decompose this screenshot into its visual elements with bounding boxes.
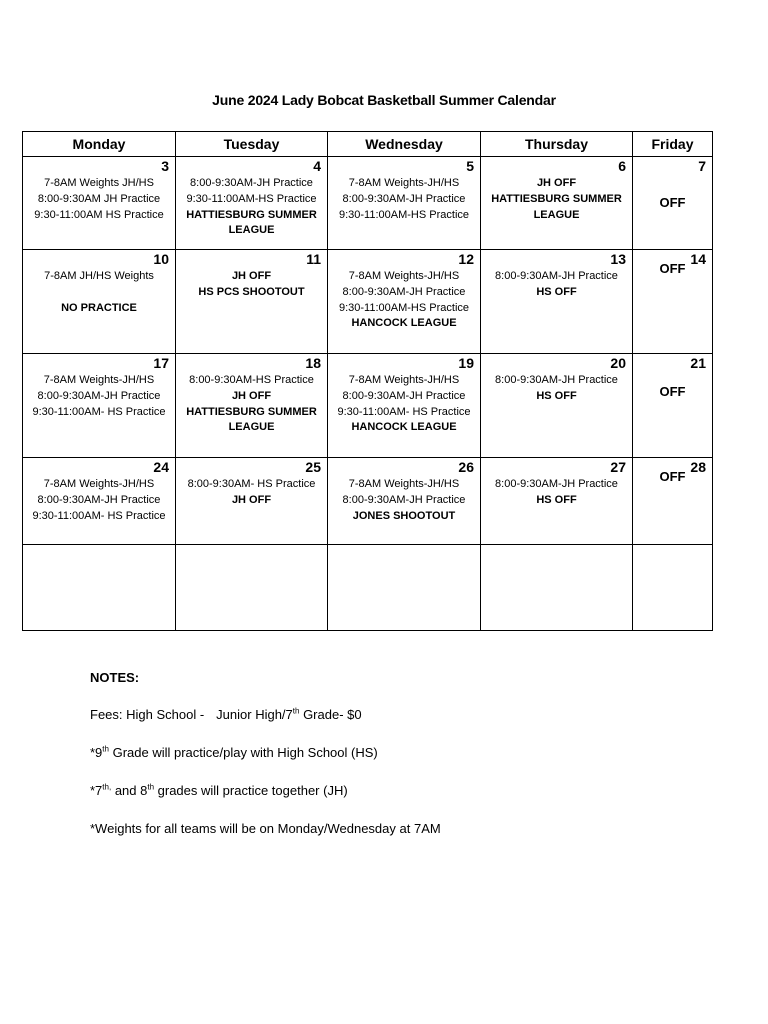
schedule-line: 7-8AM Weights-JH/HS bbox=[43, 478, 155, 490]
day-number: 11 bbox=[306, 251, 321, 267]
day-cell-content bbox=[481, 250, 632, 301]
schedule-line: HS PCS SHOOTOUT bbox=[198, 285, 305, 298]
empty-day-cell bbox=[328, 545, 481, 631]
day-number: 13 bbox=[610, 251, 626, 267]
schedule-line: 8:00-9:30AM-JH Practice bbox=[342, 389, 466, 402]
day-cell-wednesday bbox=[328, 458, 481, 545]
day-cell-content bbox=[328, 250, 480, 332]
fees-jh-sup: th bbox=[292, 706, 300, 716]
schedule-line: HATTIESBURG SUMMER bbox=[186, 208, 317, 221]
day-cell-thursday bbox=[481, 157, 633, 250]
schedule-line: 7-8AM JH/HS Weights bbox=[44, 270, 154, 282]
note9-b: Grade will practice/play with High School (HS) bbox=[108, 745, 378, 760]
schedule-line: LEAGUE bbox=[533, 208, 580, 221]
day-cell-friday bbox=[633, 250, 713, 354]
off-label: OFF bbox=[659, 195, 686, 210]
schedule-line: JONES SHOOTOUT bbox=[352, 509, 456, 522]
note-fees bbox=[90, 707, 441, 724]
off-label: OFF bbox=[659, 384, 686, 399]
week-row bbox=[23, 458, 713, 545]
schedule-line: 7-8AM Weights-JH/HS bbox=[348, 374, 460, 386]
note-9th-grade bbox=[90, 745, 441, 762]
off-label: OFF bbox=[659, 469, 686, 484]
header-wednesday: Wednesday bbox=[328, 132, 481, 157]
calendar-table bbox=[22, 131, 713, 631]
day-cell-friday bbox=[633, 458, 713, 545]
day-cell-tuesday bbox=[176, 250, 328, 354]
day-number: 6 bbox=[618, 158, 626, 174]
schedule-line: 7-8AM Weights JH/HS bbox=[44, 177, 154, 189]
schedule-line: 8:00-9:30AM JH Practice bbox=[37, 192, 161, 205]
day-number: 28 bbox=[690, 459, 706, 475]
schedule-line: 8:00-9:30AM-JH Practice bbox=[37, 493, 161, 506]
day-number: 19 bbox=[458, 355, 474, 371]
empty-day-cell bbox=[633, 545, 713, 631]
schedule-line: 9:30-11:00AM-HS Practice bbox=[186, 192, 317, 205]
day-cell-content bbox=[481, 157, 632, 223]
day-number: 5 bbox=[466, 158, 474, 174]
schedule-line: JH OFF bbox=[231, 389, 272, 402]
header-monday: Monday bbox=[23, 132, 176, 157]
fees-prefix: Fees: High School - bbox=[90, 707, 205, 722]
schedule-line: LEAGUE bbox=[228, 224, 275, 237]
schedule-line: 8:00-9:30AM-JH Practice bbox=[495, 374, 618, 386]
day-cell-content bbox=[633, 354, 712, 400]
day-cell-wednesday bbox=[328, 354, 481, 458]
day-cell-content bbox=[23, 157, 175, 223]
day-cell-thursday bbox=[481, 458, 633, 545]
day-cell-content bbox=[481, 354, 632, 405]
schedule-line: LEAGUE bbox=[228, 421, 275, 434]
day-cell-monday bbox=[23, 354, 176, 458]
day-cell-tuesday bbox=[176, 354, 328, 458]
empty-day-cell bbox=[23, 545, 176, 631]
day-cell-wednesday bbox=[328, 250, 481, 354]
fees-suffix: Grade- $0 bbox=[299, 707, 362, 722]
header-friday: Friday bbox=[633, 132, 713, 157]
day-cell-content bbox=[23, 354, 175, 420]
schedule-line: 7-8AM Weights-JH/HS bbox=[348, 478, 460, 490]
day-number: 27 bbox=[610, 459, 626, 475]
schedule-line: 8:00-9:30AM- HS Practice bbox=[187, 478, 316, 490]
schedule-line: HATTIESBURG SUMMER bbox=[491, 192, 622, 205]
day-cell-content bbox=[328, 157, 480, 223]
schedule-line: 7-8AM Weights-JH/HS bbox=[348, 270, 460, 282]
day-number: 7 bbox=[698, 158, 706, 174]
schedule-line: 8:00-9:30AM-JH Practice bbox=[342, 285, 466, 298]
day-cell-tuesday bbox=[176, 157, 328, 250]
day-cell-content bbox=[633, 458, 712, 485]
schedule-line: JH OFF bbox=[231, 270, 272, 282]
day-number: 25 bbox=[305, 459, 321, 475]
day-cell-content bbox=[176, 458, 327, 509]
week-row bbox=[23, 354, 713, 458]
day-number: 14 bbox=[690, 251, 706, 267]
day-cell-content bbox=[23, 458, 175, 524]
day-number: 24 bbox=[153, 459, 169, 475]
day-cell-content bbox=[481, 458, 632, 509]
off-label: OFF bbox=[659, 261, 686, 276]
note-weights: *Weights for all teams will be on Monday/Wednesday at 7AM bbox=[90, 821, 441, 836]
day-cell-content bbox=[23, 250, 175, 316]
schedule-line: 7-8AM Weights-JH/HS bbox=[43, 374, 155, 386]
schedule-line: 8:00-9:30AM-JH Practice bbox=[342, 493, 466, 506]
day-cell-friday bbox=[633, 157, 713, 250]
schedule-line bbox=[23, 285, 175, 301]
day-number: 3 bbox=[161, 158, 169, 174]
schedule-line: 8:00-9:30AM-JH Practice bbox=[495, 478, 618, 490]
schedule-line: 9:30-11:00AM- HS Practice bbox=[32, 405, 166, 418]
note78-b: and 8 bbox=[111, 783, 148, 798]
day-cell-content bbox=[176, 157, 327, 239]
header-thursday: Thursday bbox=[481, 132, 633, 157]
header-tuesday: Tuesday bbox=[176, 132, 328, 157]
schedule-line: 9:30-11:00AM HS Practice bbox=[34, 208, 164, 221]
schedule-line: 9:30-11:00AM-HS Practice bbox=[338, 208, 470, 221]
day-cell-content bbox=[176, 250, 327, 301]
day-number: 21 bbox=[690, 355, 706, 371]
note-7th-8th-grade bbox=[90, 783, 441, 800]
day-number: 12 bbox=[458, 251, 474, 267]
day-number: 10 bbox=[153, 251, 169, 267]
note78-sup2: th bbox=[147, 782, 155, 792]
day-cell-monday bbox=[23, 458, 176, 545]
schedule-line: 8:00-9:30AM-HS Practice bbox=[189, 374, 314, 386]
day-number: 17 bbox=[153, 355, 169, 371]
note9-a: *9 bbox=[90, 745, 103, 760]
schedule-line: HATTIESBURG SUMMER bbox=[186, 405, 317, 418]
day-cell-thursday bbox=[481, 354, 633, 458]
note78-c: grades will practice together (JH) bbox=[154, 783, 348, 798]
schedule-line: NO PRACTICE bbox=[61, 301, 137, 314]
day-cell-content bbox=[328, 354, 480, 436]
schedule-line: 9:30-11:00AM- HS Practice bbox=[32, 509, 166, 522]
day-cell-tuesday bbox=[176, 458, 328, 545]
day-cell-content bbox=[176, 354, 327, 436]
day-cell-wednesday bbox=[328, 157, 481, 250]
day-cell-monday bbox=[23, 250, 176, 354]
day-cell-monday bbox=[23, 157, 176, 250]
day-number: 26 bbox=[458, 459, 474, 475]
schedule-line: HS OFF bbox=[536, 285, 577, 298]
empty-day-cell bbox=[481, 545, 633, 631]
day-cell-content bbox=[328, 458, 480, 524]
day-number: 4 bbox=[313, 158, 321, 174]
page-title: June 2024 Lady Bobcat Basketball Summer Calendar bbox=[212, 92, 556, 108]
notes-section bbox=[90, 670, 441, 859]
schedule-line: 8:00-9:30AM-JH Practice bbox=[342, 192, 466, 205]
schedule-line: JH OFF bbox=[536, 177, 577, 189]
day-cell-content bbox=[633, 250, 712, 277]
day-cell-thursday bbox=[481, 250, 633, 354]
day-cell-friday bbox=[633, 354, 713, 458]
day-number: 20 bbox=[610, 355, 626, 371]
empty-day-cell bbox=[176, 545, 328, 631]
calendar-body bbox=[23, 157, 713, 631]
fees-jh: Junior High/7 bbox=[216, 707, 293, 722]
schedule-line: 9:30-11:00AM-HS Practice bbox=[338, 301, 470, 314]
note9-sup: th bbox=[102, 744, 109, 754]
schedule-line: HANCOCK LEAGUE bbox=[351, 421, 457, 434]
schedule-line: 8:00-9:30AM-JH Practice bbox=[495, 270, 618, 282]
schedule-line: 9:30-11:00AM- HS Practice bbox=[337, 405, 471, 418]
week-row bbox=[23, 250, 713, 354]
schedule-line: 7-8AM Weights-JH/HS bbox=[348, 177, 460, 189]
notes-title: NOTES: bbox=[90, 670, 140, 685]
schedule-line: 8:00-9:30AM-JH Practice bbox=[190, 177, 313, 189]
schedule-line: HANCOCK LEAGUE bbox=[351, 317, 457, 330]
day-number: 18 bbox=[305, 355, 321, 371]
schedule-line: HS OFF bbox=[536, 389, 577, 402]
schedule-line: JH OFF bbox=[231, 493, 272, 506]
note78-sup1: th, bbox=[102, 782, 112, 792]
schedule-line: HS OFF bbox=[536, 493, 577, 506]
header-row bbox=[23, 132, 713, 157]
note78-a: *7 bbox=[90, 783, 103, 798]
day-cell-content bbox=[633, 157, 712, 211]
schedule-line: 8:00-9:30AM-JH Practice bbox=[37, 389, 161, 402]
week-row bbox=[23, 157, 713, 250]
empty-week-row bbox=[23, 545, 713, 631]
